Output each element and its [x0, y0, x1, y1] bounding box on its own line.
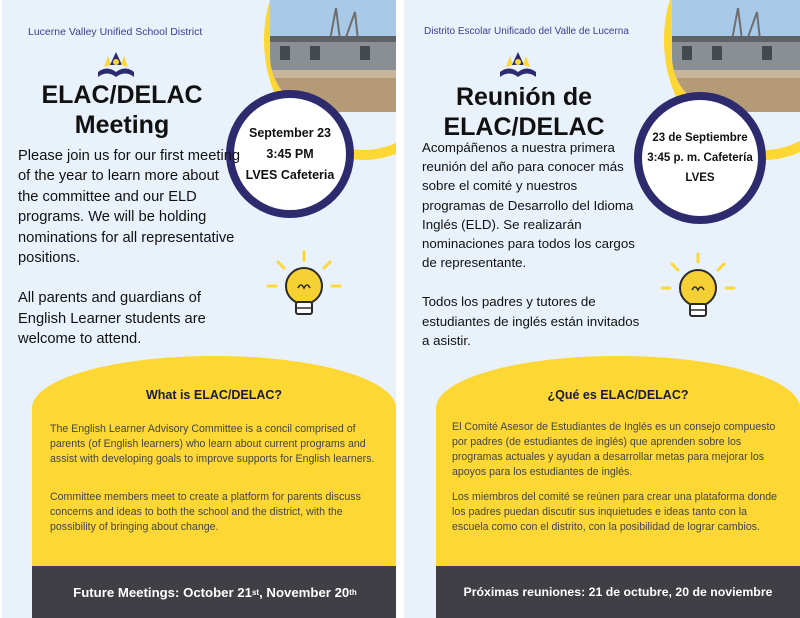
section-paragraph-2: Los miembros del comité se reúnen para crear una plataforma donde los padres puedan discutir sus inquietudes e ideas tanto con la escuela como con el distrito, con la posibilidad de lograr cambios. [452, 491, 778, 533]
district-name: Lucerne Valley Unified School District [28, 26, 203, 38]
event-details-circle: 23 de Septiembre 3:45 p. m. Cafetería LVES [634, 92, 766, 224]
page-title: ELAC/DELAC Meeting [41, 81, 203, 139]
section-heading: ¿Qué es ELAC/DELAC? [547, 388, 689, 402]
future-meetings-footer: Próximas reuniones: 21 de octubre, 20 de noviembre [436, 566, 800, 618]
section-paragraph-1: The English Learner Advisory Committee is a concil comprised of parents (of English learners) who learn about current programs and assist with developing goals to improve supports for English learners. [50, 423, 375, 465]
page-title: Reunión de ELAC/DELAC [443, 83, 605, 141]
event-details-circle: September 23 3:45 PM LVES Cafeteria [226, 90, 354, 218]
future-meetings-footer: Future Meetings: October 21 st , November 20 th [32, 566, 396, 618]
english-flyer [2, 0, 396, 618]
section-heading: What is ELAC/DELAC? [145, 388, 283, 402]
district-name: Distrito Escolar Unificado del Valle de Lucerna [424, 26, 629, 37]
intro-paragraph: Acompáñenos a nuestra primera reunión del año para conocer más sobre el comité y nuestros programas de Desarrollo del Idioma Inglés (ELD). Se realizarán nominaciones para todos los cargos de representante. [422, 140, 635, 271]
welcome-paragraph: All parents and guardians of English Learner students are welcome to attend. [18, 290, 206, 348]
district-logo-icon [96, 50, 136, 80]
lightbulb-icon [264, 248, 344, 328]
welcome-paragraph: Todos los padres y tutores de estudiantes de inglés están invitados a asistir. [422, 294, 640, 348]
district-logo-icon [498, 50, 538, 80]
section-paragraph-2: Committee members meet to create a platform for parents discuss concerns and ideas to both the school and the district, with the possibility of bringing about change. [50, 491, 361, 533]
spanish-flyer [404, 0, 800, 618]
intro-paragraph: Please join us for our first meeting of the year to learn more about the committee and our ELD programs. We will be holding nominations for all representative positions. [18, 148, 241, 267]
section-paragraph-1: El Comité Asesor de Estudiantes de Inglés es un consejo compuesto por padres (de estudiantes de inglés) que aprenden sobre los programas actuales y ayudan a desarrollar metas para mejorar los apoyos para los estudiantes de inglés. [452, 421, 776, 478]
lightbulb-icon [658, 250, 738, 330]
